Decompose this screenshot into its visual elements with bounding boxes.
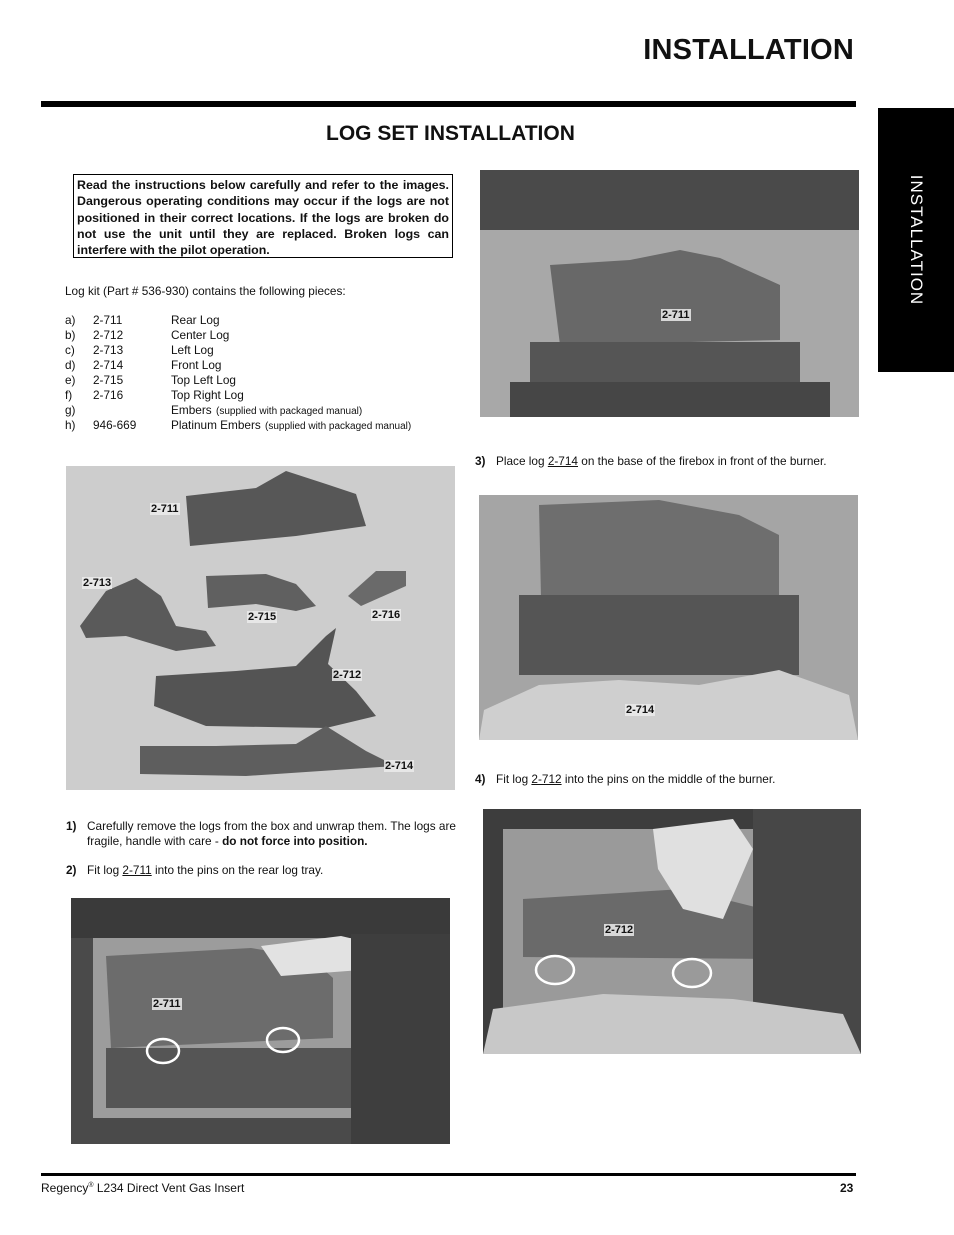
kit-label-2-712: 2-712 — [333, 669, 362, 681]
step-3-post: on the base of the firebox in front of the burner. — [578, 454, 827, 468]
step-1 — [66, 819, 458, 849]
step-3-pre: Place log — [496, 454, 548, 468]
step-4-number: 4) — [475, 772, 486, 786]
footer-product — [41, 1181, 244, 1195]
kit-item-part: 2-713 — [93, 343, 124, 357]
step-4 — [475, 772, 867, 787]
kit-item-desc: Platinum Embers — [171, 418, 261, 432]
step-1-number: 1) — [66, 819, 77, 833]
kit-label-2-716: 2-716 — [372, 609, 401, 621]
kit-item-letter: b) — [65, 328, 76, 342]
step-3-photo — [479, 495, 858, 740]
kit-item-part: 2-714 — [93, 358, 124, 372]
step-2-number: 2) — [66, 863, 77, 877]
kit-item-desc: Top Left Log — [171, 373, 236, 387]
step-3-photo-label: 2-714 — [626, 704, 655, 716]
kit-item-note: (supplied with packaged manual) — [265, 421, 412, 432]
step-2-post: into the pins on the rear log tray. — [151, 863, 324, 877]
kit-item-part: 2-711 — [93, 313, 123, 327]
warning-box: Read the instructions below carefully and refer to the images. Dangerous operating conditions may occur if the logs are not positioned in their correct locations. If the logs are broken do not use the unit until they are replaced. Broken logs can interfere with the pilot operation. — [73, 174, 453, 258]
step-3-part-link: 2-714 — [547, 454, 578, 468]
step-1-bold: do not force into position. — [222, 834, 368, 848]
step-4-post: into the pins on the middle of the burner. — [561, 772, 776, 786]
footer-product-name: L234 Direct Vent Gas Insert — [93, 1181, 245, 1195]
kit-item-letter: h) — [65, 418, 76, 432]
kit-item-desc: Rear Log — [171, 313, 220, 327]
page-title: INSTALLATION — [643, 34, 854, 66]
section-title: LOG SET INSTALLATION — [326, 122, 575, 145]
step-2 — [66, 863, 458, 878]
kit-item-desc: Center Log — [171, 328, 230, 342]
kit-item-letter: g) — [65, 403, 76, 417]
kit-item-desc: Embers — [171, 403, 212, 417]
footer-reg-mark: ® — [88, 1182, 94, 1189]
footer-rule — [41, 1173, 856, 1176]
kit-item-letter: e) — [65, 373, 76, 387]
step-3-number: 3) — [475, 454, 486, 468]
kit-label-2-714: 2-714 — [385, 760, 414, 772]
step-2-photo-label: 2-711 — [153, 998, 181, 1010]
kit-item-letter: a) — [65, 313, 76, 327]
kit-item-letter: d) — [65, 358, 76, 372]
kit-item-note: (supplied with packaged manual) — [216, 406, 363, 417]
kit-label-2-715: 2-715 — [248, 611, 277, 623]
step-3 — [475, 454, 867, 469]
kit-label-2-711: 2-711 — [151, 503, 179, 515]
kit-item-letter: c) — [65, 343, 75, 357]
top-right-photo-label: 2-711 — [662, 309, 690, 321]
kit-item-part: 2-712 — [93, 328, 124, 342]
kit-label-2-713: 2-713 — [83, 577, 112, 589]
step-2-part-link: 2-711 — [122, 863, 152, 877]
kit-item-desc: Top Right Log — [171, 388, 244, 402]
kit-item-desc: Left Log — [171, 343, 214, 357]
kit-item-part: 2-715 — [93, 373, 124, 387]
kit-item-part: 946-669 — [93, 418, 137, 432]
step-4-pre: Fit log — [496, 772, 532, 786]
step-4-photo — [483, 809, 861, 1054]
step-4-part-link: 2-712 — [531, 772, 562, 786]
kit-item-letter: f) — [65, 388, 73, 402]
side-tab-label: INSTALLATION — [907, 174, 926, 306]
step-4-photo-label: 2-712 — [605, 924, 634, 936]
step-2-photo — [71, 898, 450, 1144]
kit-intro: Log kit (Part # 536-930) contains the following pieces: — [65, 284, 346, 298]
page-number: 23 — [840, 1181, 854, 1195]
step-2-pre: Fit log — [87, 863, 123, 877]
side-tab — [878, 108, 954, 372]
header-rule — [41, 101, 856, 107]
log-kit-photo — [66, 466, 455, 790]
kit-item-part: 2-716 — [93, 388, 124, 402]
step-1-text: Carefully remove the logs from the box and unwrap them. The logs are fragile, handle with care - — [87, 819, 456, 848]
kit-item-desc: Front Log — [171, 358, 222, 372]
top-right-photo — [480, 170, 859, 417]
footer-brand: Regency — [41, 1181, 89, 1195]
